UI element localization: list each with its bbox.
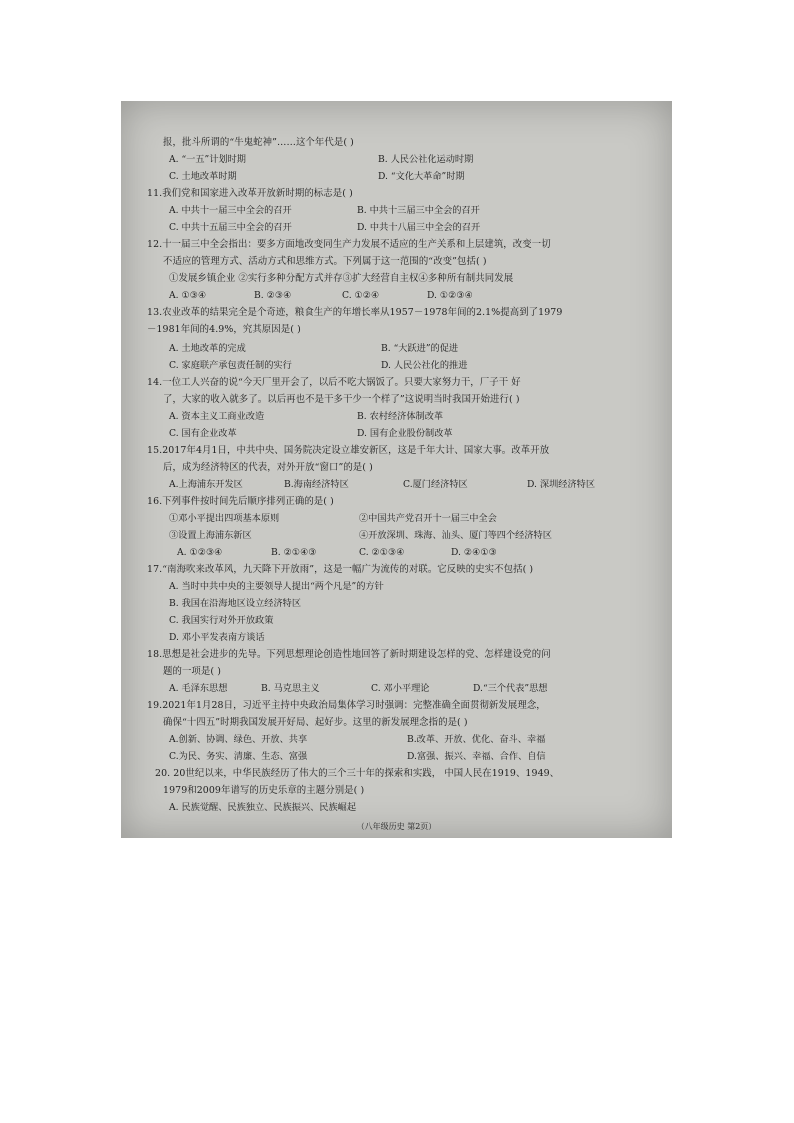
question-18-stem-line1: 18.思想是社会进步的先导。下列思想理论创造性地回答了新时期建设怎样的党、怎样建设党的问: [147, 649, 551, 660]
question-15-stem-line2: 后，成为经济特区的代表，对外开放“窗口”的是( ): [163, 462, 373, 473]
q18-option-b: B. 马克思主义: [261, 683, 320, 694]
question-12-stem-line2: 不适应的管理方式、活动方式和思维方式。下列属于这一范围的“改变”包括( ): [163, 256, 487, 267]
q20-option-a: A. 民族觉醒、民族独立、民族振兴、民族崛起: [169, 802, 357, 813]
page-footer: （八年级历史 第2页）: [356, 822, 437, 831]
q11-option-a: A. 中共十一届三中全会的召开: [169, 205, 292, 216]
q16-item-1: ①邓小平提出四项基本原则: [169, 513, 280, 524]
q19-option-d: D.富强、振兴、幸福、合作、自信: [407, 751, 546, 762]
q18-option-a: A. 毛泽东思想: [169, 683, 228, 694]
q16-item-3: ③设置上海浦东新区: [169, 530, 252, 541]
question-14-stem-line2: 了，大家的收入就多了。以后再也不是干多干少一个样了”这说明当时我国开始进行( ): [163, 394, 520, 405]
question-19-stem-line1: 19.2021年1月28日，习近平主持中央政治局集体学习时强调：完整准确全面贯彻新发展理念，: [147, 700, 546, 711]
q19-option-a: A.创新、协调、绿色、开放、共享: [169, 734, 308, 745]
q14-option-d: D. 国有企业股份制改革: [357, 428, 453, 439]
q19-option-c: C.为民、务实、清廉、生态、富强: [169, 751, 308, 762]
question-13-stem-line2: －1981年间的4.9%，究其原因是( ): [147, 324, 301, 335]
q17-option-c: C. 我国实行对外开放政策: [169, 615, 274, 626]
q12-option-b: B. ②③④: [254, 290, 292, 301]
q15-option-b: B.海南经济特区: [284, 479, 349, 490]
question-16-stem: 16.下列事件按时间先后顺序排列正确的是( ): [147, 496, 334, 507]
q10-option-a: A. “一五”计划时期: [169, 154, 246, 165]
q12-option-c: C. ①②④: [342, 290, 380, 301]
q14-option-a: A. 资本主义工商业改造: [169, 411, 265, 422]
q10-option-b: B. 人民公社化运动时期: [378, 154, 474, 165]
q12-option-a: A. ①③④: [169, 290, 207, 301]
q11-option-c: C. 中共十五届三中全会的召开: [169, 222, 292, 233]
question-18-stem-line2: 题的一项是( ): [163, 666, 221, 677]
q15-option-c: C.厦门经济特区: [403, 479, 468, 490]
q17-option-b: B. 我国在沿海地区设立经济特区: [169, 598, 302, 609]
question-12-stem-line1: 12.十一届三中全会指出：要多方面地改变同生产力发展不适应的生产关系和上层建筑，改变一切: [147, 239, 551, 250]
q16-option-c: C. ②①③④: [359, 547, 405, 558]
q17-option-d: D. 邓小平发表南方谈话: [169, 632, 265, 643]
question-11-stem: 11.我们党和国家进入改革开放新时期的标志是( ): [147, 188, 353, 199]
question-10-stem: 报，批斗所谓的“牛鬼蛇神”……这个年代是( ): [163, 137, 354, 148]
q11-option-b: B. 中共十三届三中全会的召开: [357, 205, 480, 216]
q15-option-d: D. 深圳经济特区: [527, 479, 596, 490]
q11-option-d: D. 中共十八届三中全会的召开: [357, 222, 481, 233]
q19-option-b: B.改革、开放、优化、奋斗、幸福: [407, 734, 546, 745]
question-20-stem-line1: 20. 20世纪以来，中华民族经历了伟大的三个三十年的探索和实践， 中国人民在1919、1949、: [155, 768, 560, 779]
q18-option-d: D.“三个代表”思想: [473, 683, 548, 694]
q14-option-c: C. 国有企业改革: [169, 428, 237, 439]
question-14-stem-line1: 14.一位工人兴奋的说“今天厂里开会了，以后不吃大锅饭了。只要大家努力干，厂子干 好: [147, 377, 521, 388]
q16-item-2: ②中国共产党召开十一届三中全会: [359, 513, 497, 524]
question-17-stem: 17.“南海吹来改革风，九天降下开放雨”，这是一幅广为流传的对联。它反映的史实不包括( ): [147, 564, 534, 575]
q16-option-a: A. ①②③④: [177, 547, 223, 558]
q16-option-b: B. ②①④③: [271, 547, 317, 558]
q10-option-d: D. “文化大革命”时期: [378, 171, 465, 182]
q13-option-a: A. 土地改革的完成: [169, 343, 246, 354]
question-19-stem-line2: 确保“十四五”时期我国发展开好局、起好步。这里的新发展理念指的是( ): [163, 717, 468, 728]
q17-option-a: A. 当时中共中央的主要领导人提出“两个凡是”的方针: [169, 581, 384, 592]
q13-option-b: B. “大跃进”的促进: [381, 343, 459, 354]
q10-option-c: C. 土地改革时期: [169, 171, 237, 182]
question-15-stem-line1: 15.2017年4月1日，中共中央、国务院决定设立雄安新区，这是千年大计、国家大事。改革开放: [147, 445, 550, 456]
q15-option-a: A.上海浦东开发区: [169, 479, 243, 490]
q14-option-b: B. 农村经济体制改革: [357, 411, 444, 422]
q16-option-d: D. ②④①③: [451, 547, 497, 558]
question-12-items: ①发展乡镇企业 ②实行多种分配方式并存③扩大经营自主权④多种所有制共同发展: [169, 273, 514, 284]
question-20-stem-line2: 1979和2009年谱写的历史乐章的主题分别是( ): [163, 785, 365, 796]
q13-option-c: C. 家庭联产承包责任制的实行: [169, 360, 292, 371]
q18-option-c: C. 邓小平理论: [371, 683, 430, 694]
q12-option-d: D. ①②③④: [427, 290, 473, 301]
q16-item-4: ④开放深圳、珠海、汕头、厦门等四个经济特区: [359, 530, 552, 541]
exam-page-photo: [121, 101, 672, 838]
q13-option-d: D. 人民公社化的推进: [381, 360, 468, 371]
question-13-stem-line1: 13.农业改革的结果完全是个奇迹，粮食生产的年增长率从1957－1978年间的2.1%提高到了1979: [147, 307, 563, 318]
